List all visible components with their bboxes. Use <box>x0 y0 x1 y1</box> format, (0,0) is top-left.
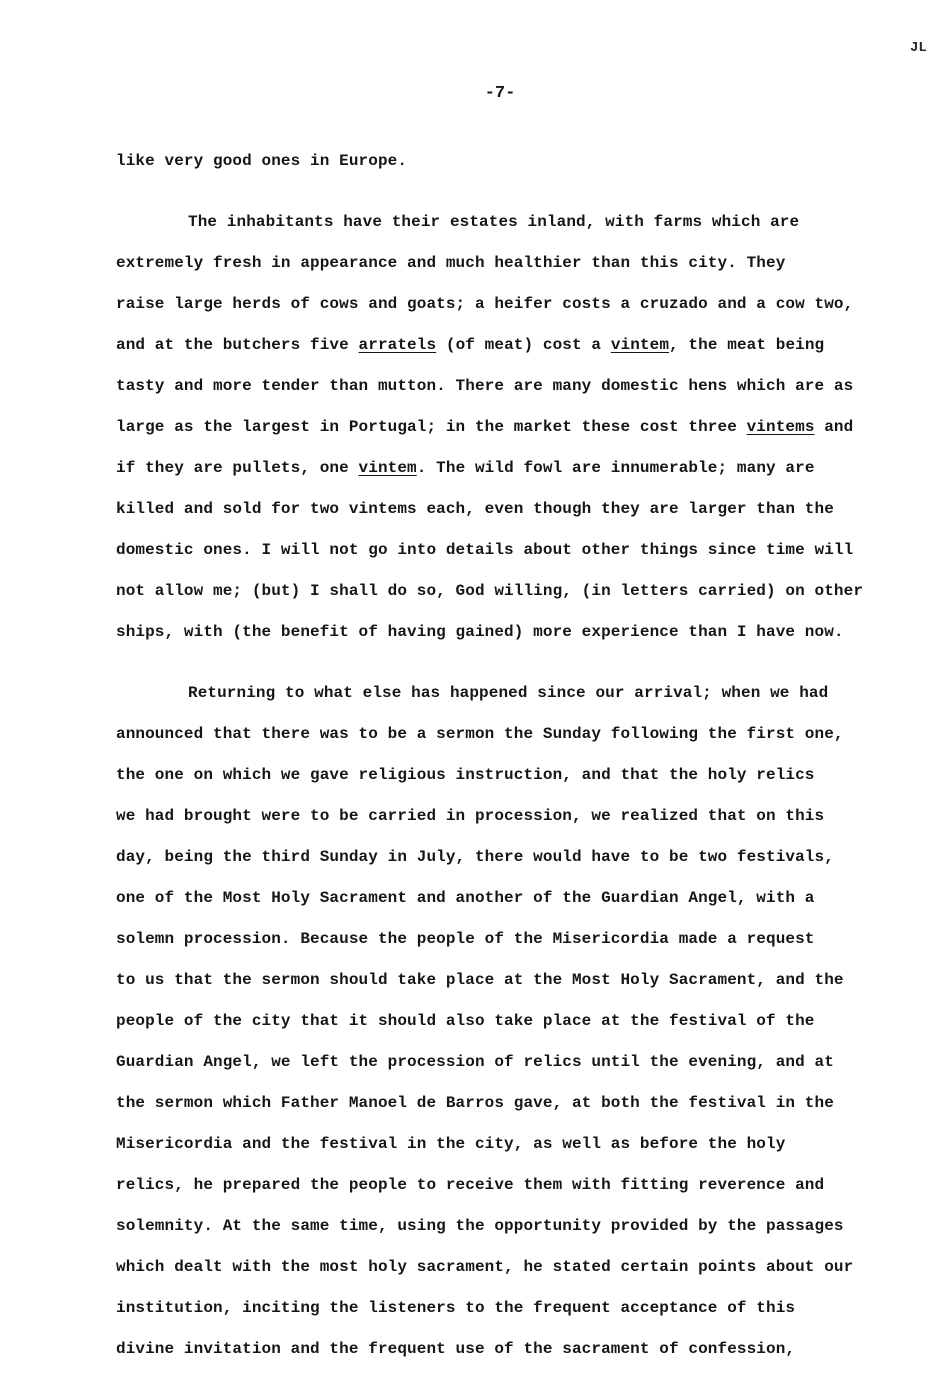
text-line <box>116 407 916 448</box>
text-run: , the meat being <box>669 336 825 354</box>
underlined-term: vintems <box>746 418 815 436</box>
text-run: ships, with (the benefit of having gained) more experience than I have now. <box>116 623 844 641</box>
text-line <box>116 141 916 182</box>
text-line <box>116 673 916 714</box>
text-line <box>116 243 916 284</box>
text-line <box>116 284 916 325</box>
text-line <box>116 1083 916 1124</box>
text-line <box>116 489 916 530</box>
text-line <box>116 755 916 796</box>
paragraph <box>116 141 916 182</box>
text-run: and <box>814 418 854 436</box>
text-run: . The wild fowl are innumerable; many are <box>416 459 815 477</box>
text-run: we had brought were to be carried in procession, we realized that on this <box>116 807 825 825</box>
paragraph-gap <box>116 653 916 673</box>
text-run: like very good ones in Europe. <box>116 152 408 170</box>
text-line <box>116 1206 916 1247</box>
page-number: -7- <box>484 84 516 103</box>
text-line <box>116 1165 916 1206</box>
text-run: institution, inciting the listeners to the frequent acceptance of this <box>116 1299 796 1317</box>
text-line <box>116 960 916 1001</box>
paragraph <box>116 202 916 653</box>
text-line <box>116 448 916 489</box>
text-line <box>116 530 916 571</box>
text-run: the sermon which Father Manoel de Barros gave, at both the festival in the <box>116 1094 834 1112</box>
document-body <box>116 141 916 1370</box>
text-line <box>116 1001 916 1042</box>
text-run: to us that the sermon should take place at the Most Holy Sacrament, and the <box>116 971 844 989</box>
text-run: large as the largest in Portugal; in the market these cost three <box>116 418 747 436</box>
text-line <box>116 612 916 653</box>
text-run: solemn procession. Because the people of the Misericordia made a request <box>116 930 815 948</box>
text-run: day, being the third Sunday in July, there would have to be two festivals, <box>116 848 834 866</box>
text-run: divine invitation and the frequent use of the sacrament of confession, <box>116 1340 796 1358</box>
text-run: announced that there was to be a sermon the Sunday following the first one, <box>116 725 844 743</box>
corner-initials: JL <box>910 40 927 56</box>
text-run: if they are pullets, one <box>116 459 359 477</box>
text-run: Returning to what else has happened since our arrival; when we had <box>188 684 829 702</box>
underlined-term: vintem <box>358 459 417 477</box>
text-line <box>116 325 916 366</box>
text-line <box>116 1042 916 1083</box>
text-run: the one on which we gave religious instruction, and that the holy relics <box>116 766 815 784</box>
text-run: people of the city that it should also take place at the festival of the <box>116 1012 815 1030</box>
text-line <box>116 1124 916 1165</box>
text-run: Guardian Angel, we left the procession of relics until the evening, and at <box>116 1053 834 1071</box>
text-line <box>116 366 916 407</box>
underlined-term: vintem <box>610 336 670 354</box>
text-run: domestic ones. I will not go into details about other things since time will <box>116 541 854 559</box>
paragraph <box>116 673 916 1370</box>
text-run: relics, he prepared the people to receive them with fitting reverence and <box>116 1176 825 1194</box>
text-line <box>116 796 916 837</box>
text-run: raise large herds of cows and goats; a heifer costs a cruzado and a cow two, <box>116 295 854 313</box>
text-run: extremely fresh in appearance and much healthier than this city. They <box>116 254 786 272</box>
text-run: not allow me; (but) I shall do so, God willing, (in letters carried) on other <box>116 582 864 600</box>
text-run: The inhabitants have their estates inland, with farms which are <box>188 213 800 231</box>
text-run: solemnity. At the same time, using the opportunity provided by the passages <box>116 1217 844 1235</box>
text-run: one of the Most Holy Sacrament and another of the Guardian Angel, with a <box>116 889 815 907</box>
text-run: which dealt with the most holy sacrament, he stated certain points about our <box>116 1258 854 1276</box>
text-run: and at the butchers five <box>116 336 359 354</box>
text-line <box>116 878 916 919</box>
text-line <box>116 919 916 960</box>
text-run: tasty and more tender than mutton. There are many domestic hens which are as <box>116 377 854 395</box>
text-line <box>116 1247 916 1288</box>
text-line <box>116 571 916 612</box>
text-line <box>116 202 916 243</box>
text-line <box>116 1288 916 1329</box>
text-run: Misericordia and the festival in the city, as well as before the holy <box>116 1135 786 1153</box>
underlined-term: arratels <box>358 336 437 354</box>
text-line <box>116 837 916 878</box>
paragraph-gap <box>116 182 916 202</box>
text-line <box>116 714 916 755</box>
text-run: (of meat) cost a <box>436 336 611 354</box>
text-line <box>116 1329 916 1370</box>
text-run: killed and sold for two vintems each, even though they are larger than the <box>116 500 834 518</box>
